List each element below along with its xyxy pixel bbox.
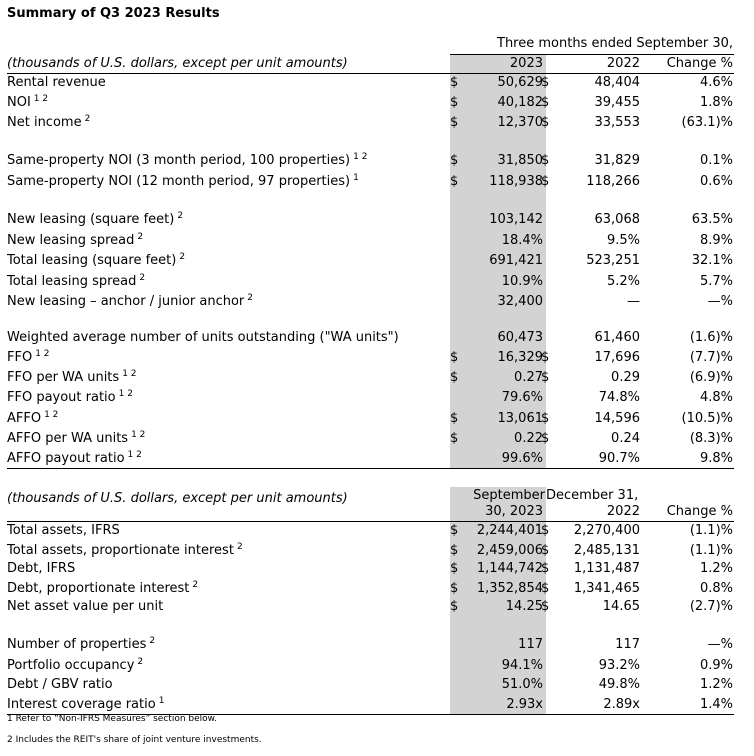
- current-value: 79.6%: [501, 390, 543, 405]
- current-value: 94.1%: [501, 658, 543, 673]
- prior-value: 118,266: [586, 174, 640, 189]
- footnote-ref: 2: [236, 542, 243, 552]
- currency-symbol: $: [541, 581, 550, 596]
- currency-symbol: $: [450, 370, 459, 385]
- row-label-text: FFO: [7, 350, 33, 365]
- current-value: 16,329: [497, 350, 543, 365]
- currency-symbol: $: [450, 543, 459, 558]
- change-value: 32.1%: [691, 253, 733, 268]
- units-note: (thousands of U.S. dollars, except per unit amounts): [7, 491, 348, 506]
- row-label: [7, 429, 145, 449]
- row-label: [7, 368, 137, 388]
- prior-value: 63,068: [594, 212, 640, 227]
- row-label: [7, 231, 143, 251]
- table-row: [0, 292, 754, 312]
- change-value: (6.9)%: [689, 370, 733, 385]
- row-label: [7, 675, 113, 695]
- row-label-text: Total leasing spread: [7, 274, 137, 289]
- footnote-ref: 1 2: [353, 152, 368, 162]
- change-value: 4.6%: [699, 75, 733, 90]
- footnote-ref: 2: [192, 580, 199, 590]
- table-row: [0, 388, 754, 408]
- prior-value: 93.2%: [598, 658, 640, 673]
- col1-header-line1: September: [473, 488, 545, 503]
- currency-symbol: $: [450, 431, 459, 446]
- footnote-ref: 2: [137, 232, 144, 242]
- current-value: 18.4%: [501, 233, 543, 248]
- change-value: 1.8%: [699, 95, 733, 110]
- table-row: [0, 449, 754, 469]
- col-header-2022: 2022: [606, 56, 640, 71]
- currency-symbol: $: [450, 599, 459, 614]
- current-value: 0.27: [514, 370, 543, 385]
- currency-symbol: $: [541, 523, 550, 538]
- row-label: [7, 272, 145, 292]
- row-label-text: Debt, proportionate interest: [7, 581, 190, 596]
- table-row: [0, 210, 754, 230]
- current-value: 2,244,401: [476, 523, 543, 538]
- table-row: [0, 429, 754, 449]
- row-label: [7, 93, 48, 113]
- change-value: (7.7)%: [689, 350, 733, 365]
- footnote-1: 1 Refer to “Non-IFRS Measures” section below.: [7, 714, 218, 724]
- prior-value: 0.29: [611, 370, 640, 385]
- table-row: [0, 635, 754, 655]
- prior-value: 5.2%: [606, 274, 640, 289]
- change-value: (8.3)%: [689, 431, 733, 446]
- currency-symbol: $: [541, 350, 550, 365]
- change-value: 0.1%: [699, 153, 733, 168]
- table-row: [0, 73, 754, 93]
- footnote-ref: 1: [353, 173, 359, 183]
- current-value: 40,182: [497, 95, 543, 110]
- units-note: (thousands of U.S. dollars, except per unit amounts): [7, 56, 348, 71]
- currency-symbol: $: [450, 561, 459, 576]
- currency-symbol: $: [450, 411, 459, 426]
- prior-value: 74.8%: [598, 390, 640, 405]
- row-label-text: Debt / GBV ratio: [7, 677, 113, 692]
- row-label-text: New leasing spread: [7, 233, 135, 248]
- current-value: 31,850: [497, 153, 543, 168]
- section1-bottom-rule: [7, 468, 734, 469]
- row-label: [7, 559, 75, 579]
- footnote-ref: 1 2: [35, 349, 50, 359]
- table-row: [0, 93, 754, 113]
- row-label: [7, 656, 143, 676]
- row-label: [7, 388, 133, 408]
- row-label-text: Total assets, proportionate interest: [7, 543, 234, 558]
- change-value: 4.8%: [699, 390, 733, 405]
- row-label-text: Interest coverage ratio: [7, 697, 156, 712]
- footnote-2: 2 Includes the REIT's share of joint venture investments.: [7, 735, 262, 745]
- row-label-text: Same-property NOI (3 month period, 100 properties): [7, 153, 351, 168]
- prior-value: 1,131,487: [573, 561, 640, 576]
- change-value: 5.7%: [699, 274, 733, 289]
- currency-symbol: $: [541, 411, 550, 426]
- row-label-text: AFFO payout ratio: [7, 451, 125, 466]
- change-value: 8.9%: [699, 233, 733, 248]
- row-label: [7, 579, 198, 599]
- change-value: (1.1)%: [689, 523, 733, 538]
- currency-symbol: $: [541, 153, 550, 168]
- currency-symbol: $: [541, 543, 550, 558]
- row-label: [7, 541, 243, 561]
- table-row: [0, 251, 754, 271]
- current-value: 50,629: [497, 75, 543, 90]
- row-label-text: Portfolio occupancy: [7, 658, 135, 673]
- col1-header-line2: 30, 2023: [485, 504, 543, 519]
- prior-value: 9.5%: [606, 233, 640, 248]
- currency-symbol: $: [541, 115, 550, 130]
- footnote-ref: 2: [247, 293, 253, 303]
- table-row: [0, 695, 754, 715]
- current-value: 1,144,742: [476, 561, 543, 576]
- table-row: [0, 675, 754, 695]
- row-label: [7, 251, 185, 271]
- current-value: 51.0%: [501, 677, 543, 692]
- prior-value: 2,270,400: [573, 523, 640, 538]
- footnote-ref: 1 2: [127, 450, 142, 460]
- table-row: [0, 328, 754, 348]
- row-label: [7, 328, 399, 348]
- currency-symbol: $: [450, 350, 459, 365]
- prior-value: 49.8%: [598, 677, 640, 692]
- current-value: 13,061: [497, 411, 543, 426]
- current-value: 118,938: [489, 174, 543, 189]
- prior-value: 523,251: [586, 253, 640, 268]
- row-label-text: Total assets, IFRS: [7, 523, 120, 538]
- row-label: [7, 210, 183, 230]
- currency-symbol: $: [541, 174, 550, 189]
- change-value: (10.5)%: [681, 411, 733, 426]
- currency-symbol: $: [541, 599, 550, 614]
- period-header: Three months ended September 30,: [497, 36, 733, 51]
- page-title: Summary of Q3 2023 Results: [7, 6, 220, 21]
- current-value: 12,370: [497, 115, 543, 130]
- footnote-ref: 1 2: [131, 430, 146, 440]
- row-label: [7, 292, 253, 312]
- table-row: [0, 541, 754, 561]
- current-value: 117: [518, 637, 543, 652]
- table-row: [0, 368, 754, 388]
- prior-value: —: [627, 294, 640, 309]
- table-row: [0, 272, 754, 292]
- current-value: 103,142: [489, 212, 543, 227]
- prior-value: 17,696: [594, 350, 640, 365]
- change-value: 1.2%: [699, 677, 733, 692]
- row-label-text: Total leasing (square feet): [7, 253, 177, 268]
- change-value: (63.1)%: [681, 115, 733, 130]
- row-label: [7, 172, 359, 192]
- currency-symbol: $: [541, 95, 550, 110]
- col3-header: Change %: [666, 504, 733, 519]
- currency-symbol: $: [541, 431, 550, 446]
- change-value: —%: [707, 637, 733, 652]
- current-value: 99.6%: [501, 451, 543, 466]
- row-label-text: NOI: [7, 95, 31, 110]
- current-value: 60,473: [497, 330, 543, 345]
- table-row: [0, 656, 754, 676]
- prior-value: 14,596: [594, 411, 640, 426]
- footnote-ref: 2: [179, 252, 186, 262]
- footnote-ref: 2: [149, 636, 156, 646]
- row-label: [7, 521, 120, 541]
- row-label-text: New leasing – anchor / junior anchor: [7, 294, 245, 309]
- footnote-ref: 1 2: [44, 410, 59, 420]
- row-label: [7, 409, 58, 429]
- current-value: 1,352,854: [476, 581, 543, 596]
- footnote-ref: 1 2: [122, 369, 137, 379]
- currency-symbol: $: [541, 75, 550, 90]
- current-value: 0.22: [514, 431, 543, 446]
- row-label: [7, 151, 367, 171]
- current-value: 2,459,006: [476, 543, 543, 558]
- table-row: [0, 579, 754, 599]
- row-label-text: Rental revenue: [7, 75, 106, 90]
- row-label: [7, 695, 164, 715]
- change-value: 1.2%: [699, 561, 733, 576]
- row-label: [7, 635, 155, 655]
- prior-value: 31,829: [594, 153, 640, 168]
- currency-symbol: $: [450, 523, 459, 538]
- currency-symbol: $: [541, 370, 550, 385]
- change-value: 63.5%: [691, 212, 733, 227]
- col2-header-line1: December 31,: [546, 488, 639, 503]
- currency-symbol: $: [450, 581, 459, 596]
- change-value: 1.4%: [699, 697, 733, 712]
- change-value: (2.7)%: [689, 599, 733, 614]
- col2-header-line2: 2022: [606, 504, 640, 519]
- prior-value: 2.89x: [603, 697, 640, 712]
- section1-header-row: [0, 54, 754, 74]
- currency-symbol: $: [450, 115, 459, 130]
- row-label-text: FFO per WA units: [7, 370, 120, 385]
- change-value: 0.6%: [699, 174, 733, 189]
- currency-symbol: $: [450, 174, 459, 189]
- change-value: (1.6)%: [689, 330, 733, 345]
- prior-value: 0.24: [611, 431, 640, 446]
- row-label-text: Same-property NOI (12 month period, 97 properties): [7, 174, 351, 189]
- row-label: [7, 73, 106, 93]
- table-row: [0, 521, 754, 541]
- prior-value: 39,455: [594, 95, 640, 110]
- current-value: 32,400: [497, 294, 543, 309]
- prior-value: 14.65: [602, 599, 640, 614]
- currency-symbol: $: [450, 95, 459, 110]
- row-label-text: New leasing (square feet): [7, 212, 175, 227]
- prior-value: 117: [615, 637, 640, 652]
- change-value: 0.8%: [699, 581, 733, 596]
- prior-value: 48,404: [594, 75, 640, 90]
- currency-symbol: $: [450, 153, 459, 168]
- row-label-text: Weighted average number of units outstanding ("WA units"): [7, 330, 399, 345]
- footnote-ref: 2: [139, 273, 146, 283]
- row-label-text: Net income: [7, 115, 82, 130]
- row-label: [7, 449, 142, 469]
- footnote-ref: 2: [177, 211, 184, 221]
- row-label-text: Number of properties: [7, 637, 147, 652]
- row-label: [7, 113, 90, 133]
- footnote-ref: 2: [84, 114, 91, 124]
- row-label-text: FFO payout ratio: [7, 390, 116, 405]
- change-value: —%: [707, 294, 733, 309]
- currency-symbol: $: [450, 75, 459, 90]
- table-row: [0, 409, 754, 429]
- table-row: [0, 597, 754, 617]
- current-value: 14.25: [505, 599, 543, 614]
- row-label: [7, 348, 50, 368]
- table-row: [0, 348, 754, 368]
- change-value: (1.1)%: [689, 543, 733, 558]
- row-label: [7, 597, 163, 617]
- prior-value: 1,341,465: [573, 581, 640, 596]
- col-header-change: Change %: [666, 56, 733, 71]
- current-value: 10.9%: [501, 274, 543, 289]
- table-row: [0, 113, 754, 133]
- footnote-ref: 1 2: [118, 389, 133, 399]
- currency-symbol: $: [541, 561, 550, 576]
- change-value: 9.8%: [699, 451, 733, 466]
- col-header-2023: 2023: [509, 56, 543, 71]
- row-label-text: AFFO per WA units: [7, 431, 129, 446]
- prior-value: 90.7%: [598, 451, 640, 466]
- table-row: [0, 172, 754, 192]
- footnote-ref: 1 2: [33, 94, 49, 104]
- table-row: [0, 151, 754, 171]
- row-label-text: Net asset value per unit: [7, 599, 164, 614]
- footnote-ref: 2: [137, 657, 144, 667]
- footnote-ref: 1: [158, 696, 165, 706]
- row-label-text: Debt, IFRS: [7, 561, 76, 576]
- prior-value: 61,460: [594, 330, 640, 345]
- table-row: [0, 559, 754, 579]
- table-row: [0, 231, 754, 251]
- current-value: 691,421: [489, 253, 543, 268]
- current-value: 2.93x: [506, 697, 543, 712]
- row-label-text: AFFO: [7, 411, 42, 426]
- prior-value: 33,553: [594, 115, 640, 130]
- change-value: 0.9%: [699, 658, 733, 673]
- prior-value: 2,485,131: [573, 543, 640, 558]
